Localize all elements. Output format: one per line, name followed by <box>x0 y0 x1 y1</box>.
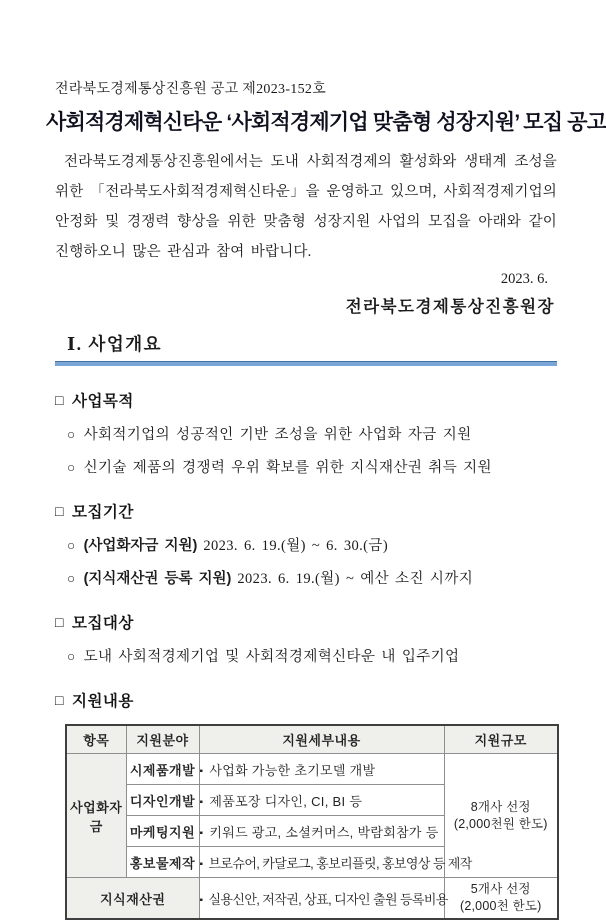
detail-marketing-text: 키워드 광고, 소셜커머스, 박람회참가 등 <box>209 824 439 840</box>
scale-ip <box>444 878 558 920</box>
purpose-item-1-text: 사회적기업의 성공적인 기반 조성을 위한 사업화 자금 지원 <box>83 427 472 443</box>
small-square-bullet-icon: ▪ <box>199 796 204 808</box>
col-header-field: 지원분야 <box>126 725 199 754</box>
support-content-table <box>65 724 559 920</box>
subsection-period-label: 모집기간 <box>71 504 134 521</box>
subsection-target-label: 모집대상 <box>71 615 134 632</box>
col-header-scale: 지원규모 <box>444 725 558 754</box>
circle-bullet-icon: ○ <box>67 460 76 475</box>
category-ip: 지식재산권 <box>66 878 199 920</box>
target-item-1-text: 도내 사회적경제기업 및 사회적경제혁신타운 내 입주기업 <box>83 649 460 665</box>
detail-marketing <box>199 816 444 847</box>
subsection-purpose-heading <box>55 389 557 411</box>
table-row <box>66 754 558 785</box>
subsection-purpose-label: 사업목적 <box>71 393 134 410</box>
section-1-title: Ⅰ. 사업개요 <box>67 334 163 354</box>
scale-business-fund-line2: (2,000천원 한도) <box>453 816 548 831</box>
small-square-bullet-icon: ▪ <box>199 827 204 839</box>
notice-number: 전라북도경제통상진흥원 공고 제2023-152호 <box>55 82 327 97</box>
circle-bullet-icon: ○ <box>67 649 76 664</box>
period-item-2-value: 2023. 6. 19.(월) ~ 예산 소진 시까지 <box>237 571 474 587</box>
period-item-1-value: 2023. 6. 19.(월) ~ 6. 30.(금) <box>203 538 389 554</box>
period-item-2 <box>55 567 557 588</box>
detail-ip-text: 실용신안, 저작권, 상표, 디자인 출원 등록비용 <box>208 891 448 907</box>
scale-business-fund-line1: 8개사 선정 <box>470 799 531 814</box>
square-bullet-icon: □ <box>55 392 64 408</box>
period-item-1 <box>55 534 557 555</box>
detail-promotion-text: 브로슈어, 카달로그, 홍보리플릿, 홍보영상 등 제작 <box>208 855 472 871</box>
subsection-support-label: 지원내용 <box>71 693 134 710</box>
small-square-bullet-icon: ▪ <box>199 765 204 777</box>
field-prototype: 시제품개발 <box>126 754 199 785</box>
square-bullet-icon: □ <box>55 503 64 519</box>
small-square-bullet-icon: ▪ <box>199 858 203 870</box>
field-design: 디자인개발 <box>126 785 199 816</box>
table-header-row <box>66 725 558 754</box>
detail-prototype-text: 사업화 가능한 초기모델 개발 <box>209 762 376 778</box>
small-square-bullet-icon: ▪ <box>199 894 203 906</box>
circle-bullet-icon: ○ <box>67 571 76 586</box>
table-row <box>66 878 558 920</box>
intro-paragraph: 전라북도경제통상진흥원에서는 도내 사회적경제의 활성화와 생태계 조성을 위한 「전라북도사회적경제혁신타운」을 운영하고 있으며, 사회적경제기업의 안정화 및 경쟁력 향상을 위한 맞춤형 성장지원 사업의 모집을 아래와 같이 진행하오니 많은 관심과 참여 바랍니다. <box>55 154 557 260</box>
scale-ip-line2: (2,000천 한도) <box>459 899 542 913</box>
subsection-period-heading <box>55 500 557 522</box>
square-bullet-icon: □ <box>55 614 64 630</box>
category-business-fund: 사업화자금 <box>66 754 126 878</box>
document-date: 2023. 6. <box>500 271 548 287</box>
detail-design <box>199 785 444 816</box>
signer-name: 전라북도경제통상진흥원장 <box>345 297 555 316</box>
col-header-detail: 지원세부내용 <box>199 725 444 754</box>
subsection-support-heading <box>55 689 557 711</box>
detail-prototype <box>199 754 444 785</box>
section-1-header <box>55 331 557 366</box>
scale-ip-line1: 5개사 선정 <box>470 882 531 896</box>
document-title: 사회적경제혁신타운 ‘사회적경제기업 맞춤형 성장지원’ 모집 공고 <box>46 111 606 134</box>
period-item-1-label: (사업화자금 지원) <box>83 538 198 554</box>
field-marketing: 마케팅지원 <box>126 816 199 847</box>
col-header-category: 항목 <box>66 725 126 754</box>
period-item-2-label: (지식재산권 등록 지원) <box>83 571 232 587</box>
circle-bullet-icon: ○ <box>67 427 76 442</box>
detail-ip <box>199 878 448 920</box>
purpose-item-1 <box>55 423 557 444</box>
subsection-target-heading <box>55 611 557 633</box>
field-promotion: 홍보물제작 <box>126 847 199 878</box>
detail-promotion <box>199 847 472 878</box>
purpose-item-2-text: 신기술 제품의 경쟁력 우위 확보를 위한 지식재산권 취득 지원 <box>83 460 492 476</box>
purpose-item-2 <box>55 456 557 477</box>
circle-bullet-icon: ○ <box>67 538 76 553</box>
section-underline-rule <box>55 361 557 366</box>
target-item-1 <box>55 645 557 666</box>
detail-design-text: 제품포장 디자인, CI, BI 등 <box>209 793 363 809</box>
square-bullet-icon: □ <box>55 692 64 708</box>
